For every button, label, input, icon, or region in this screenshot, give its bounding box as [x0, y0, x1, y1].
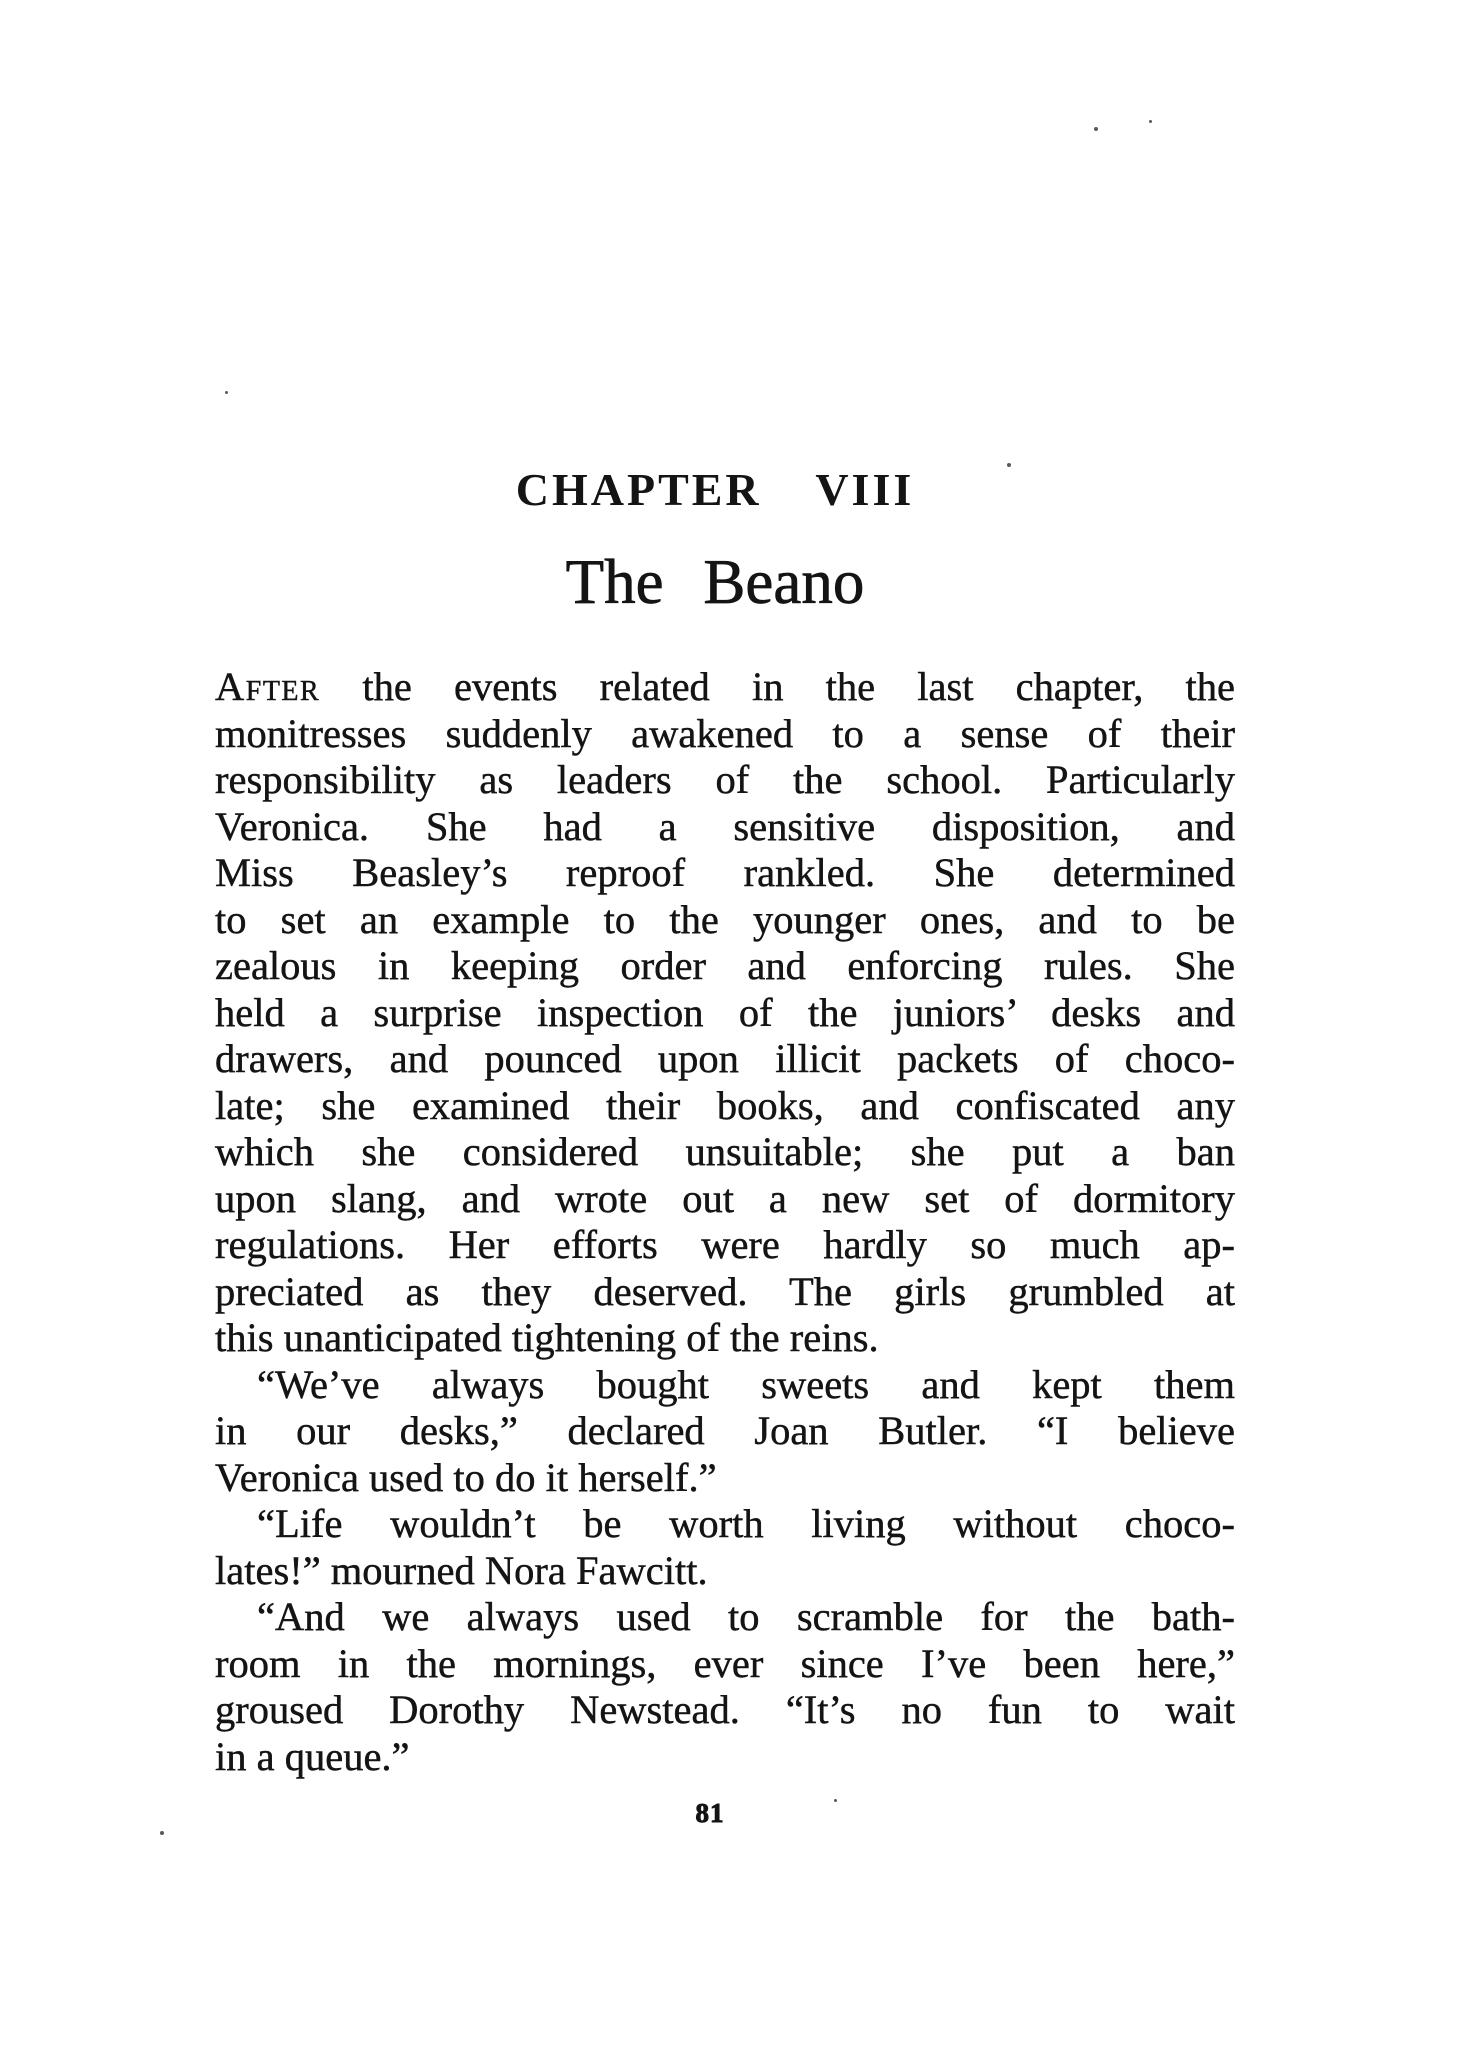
scan-speck: [1094, 127, 1098, 131]
scan-speck: [225, 391, 228, 394]
scan-speck: [834, 1799, 837, 1802]
body-line: room in the mornings, ever since I’ve been here,”: [215, 1640, 1235, 1686]
body-line: “We’ve always bought sweets and kept them: [257, 1361, 1235, 1407]
body-line: drawers, and pounced upon illicit packets of choco-: [215, 1036, 1235, 1081]
chapter-heading: CHAPTER VIII: [515, 464, 915, 515]
body-line: Miss Beasley’s reproof rankled. She determined: [215, 850, 1235, 895]
chapter-title: The Beano: [565, 547, 865, 617]
body-line: preciated as they deserved. The girls grumbled at: [215, 1268, 1235, 1314]
body-line: late; she examined their books, and confiscated any: [215, 1082, 1235, 1128]
body-line: zealous in keeping order and enforcing rules. She: [215, 943, 1235, 988]
body-line: lates!” mourned Nora Fawcitt.: [215, 1547, 708, 1593]
body-line: held a surprise inspection of the juniors’ desks and: [215, 989, 1235, 1035]
scan-speck: [1149, 120, 1152, 123]
body-line: in our desks,” declared Joan Butler. “I believe: [215, 1408, 1235, 1453]
body-line: regulations. Her efforts were hardly so much ap-: [215, 1222, 1235, 1267]
page-number: 81: [695, 1798, 725, 1828]
body-line: which she considered unsuitable; she put a ban: [215, 1129, 1235, 1174]
smallcaps-lead: After: [215, 664, 321, 709]
scan-speck: [160, 1831, 164, 1835]
body-line: Veronica used to do it herself.”: [215, 1454, 717, 1500]
body-line: monitresses suddenly awakened to a sense of their: [215, 710, 1235, 756]
body-line: After the events related in the last chapter, the: [215, 664, 1235, 709]
scan-speck: [1007, 463, 1011, 467]
body-line: this unanticipated tightening of the reins.: [215, 1315, 879, 1360]
body-line: to set an example to the younger ones, and to be: [215, 896, 1235, 942]
body-line: in a queue.”: [215, 1733, 410, 1779]
body-text: [215, 664, 1235, 1780]
body-line: responsibility as leaders of the school. Particularly: [215, 757, 1235, 802]
body-line: “And we always used to scramble for the bath-: [257, 1594, 1235, 1639]
body-line: Veronica. She had a sensitive disposition, and: [215, 803, 1235, 849]
body-line: “Life wouldn’t be worth living without choco-: [257, 1501, 1235, 1546]
body-line: groused Dorothy Newstead. “It’s no fun to wait: [215, 1687, 1235, 1732]
body-line: upon slang, and wrote out a new set of dormitory: [215, 1175, 1235, 1221]
